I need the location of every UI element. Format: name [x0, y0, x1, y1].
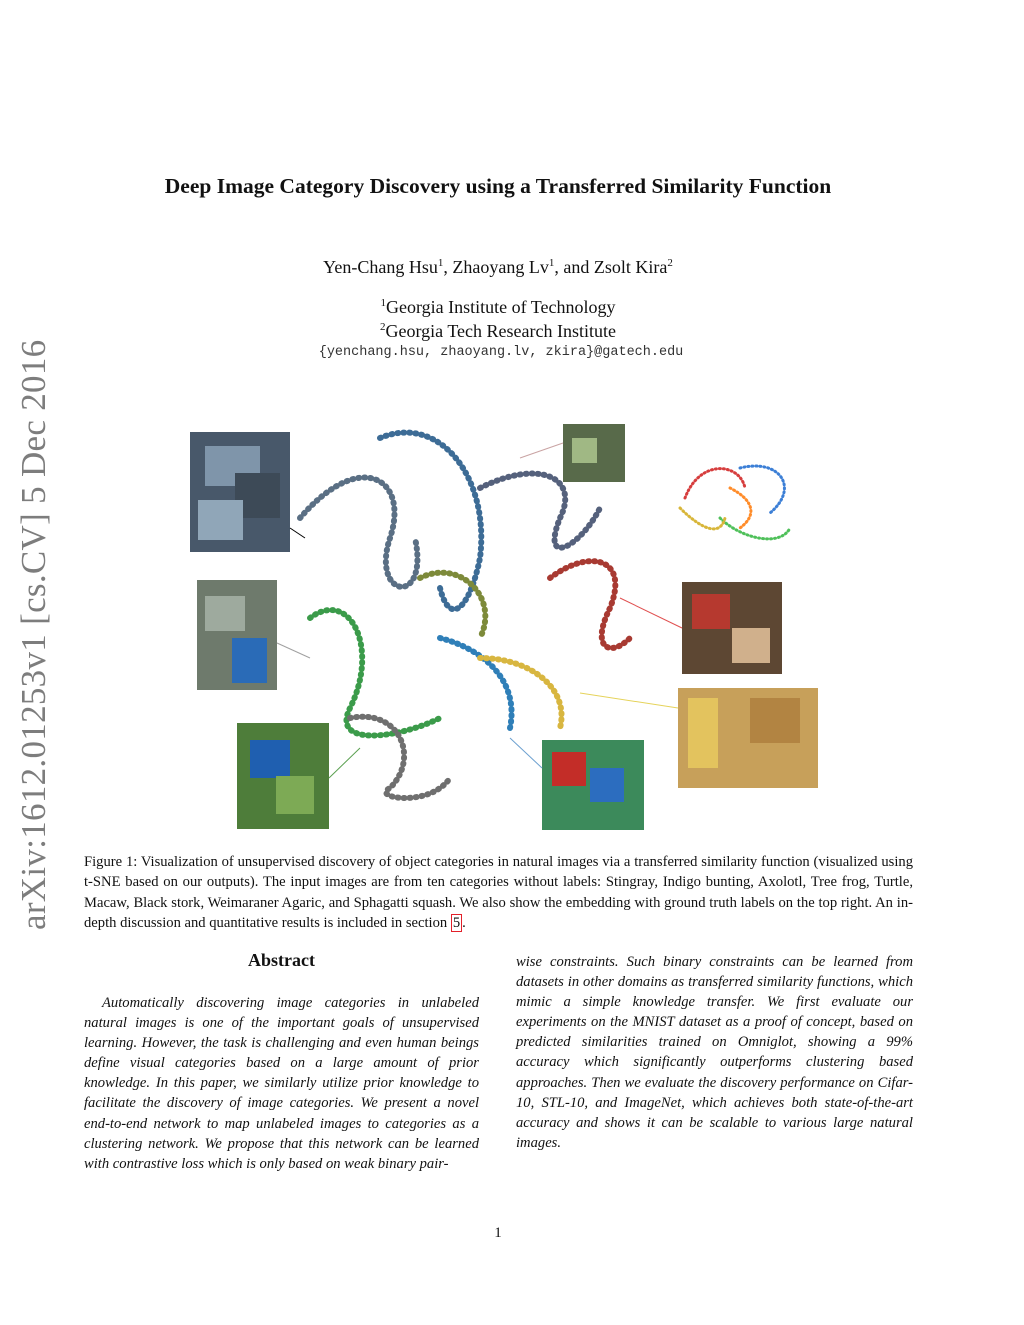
section-reference-link[interactable]: 5: [452, 914, 461, 931]
author-separator: ,: [443, 257, 453, 277]
affiliation-name: Georgia Tech Research Institute: [385, 321, 616, 341]
image-thumbnail-cluster-agaric: [682, 582, 782, 674]
page-number: 1: [494, 1225, 502, 1241]
image-thumbnail-cluster-frog: [563, 424, 625, 482]
image-thumbnail-cluster-macaw: [542, 740, 644, 830]
author-name: Zsolt Kira: [593, 257, 668, 277]
image-thumbnail-cluster-stork: [197, 580, 277, 690]
author-emails: {yenchang.hsu, zhaoyang.lv, zkira}@gatech.edu: [318, 345, 684, 360]
tsne-visualization: [180, 418, 840, 838]
abstract-left-column: Automatically discovering image categories in unlabeled natural images is one of the important goals of unsupervised learning. However, the task is challenging and even human beings define visual categories based on a large amount of prior knowledge. In this paper, we similarly utilize prior knowledge to facilitate the discovery of image categories. We present a novel end-to-end network to map unlabeled images to categories as a clustering network. We propose that this network can be learned with contrastive loss which is only based on weak binary pair-: [84, 995, 479, 1172]
tsne-figure: [180, 418, 840, 838]
image-thumbnail-cluster-stingray: [190, 432, 290, 552]
ground-truth-embedding-inset: [680, 466, 790, 539]
image-thumbnail-cluster-bunting: [237, 723, 329, 829]
affiliation-mark: 1: [380, 297, 386, 309]
paper-title: Deep Image Category Discovery using a Transferred Similarity Function: [164, 174, 832, 198]
affiliation-name: Georgia Institute of Technology: [385, 297, 616, 317]
author-name: Yen-Chang Hsu: [323, 257, 438, 277]
image-thumbnail-cluster-squash: [678, 688, 818, 788]
author-name: Zhaoyang Lv: [452, 257, 549, 277]
author-affiliation-mark: 2: [667, 257, 673, 269]
figure-caption-text: Figure 1: Visualization of unsupervised discovery of object categories in natural images via a transferred similarity function (visualized using t-SNE based on our outputs). The input images are from ten categories without labels: Stingray, Indigo bunting, Axolotl, Tree frog, Turtle, Macaw, Black stork, Weimaraner Agaric, and Sphagatti squash. We also show the embedding with ground truth labels on the top right. An in-depth discussion and quantitative results is included in section: [84, 854, 913, 931]
affiliation: [0, 321, 996, 342]
author-affiliation-mark: 1: [548, 257, 555, 269]
author-separator: , and: [554, 257, 594, 277]
abstract-right-column: wise constraints. Such binary constraints can be learned from datasets in other domains as transferred similarity functions, which mimic a simple knowledge transfer. We first evaluate our experiments on the MNIST dataset as a proof of concept, based on predicted similarities trained on Omniglot, showing a 99% accuracy which significantly outperforms clustering based approaches. Then we evaluate the discovery performance on Cifar-10, STL-10, and ImageNet, which achieves both state-of-the-art accuracy and shows it can be scalable to various large natural images.: [516, 954, 913, 1151]
affiliation-mark: 2: [380, 321, 386, 333]
abstract-heading: Abstract: [248, 950, 315, 970]
author-affiliation-mark: 1: [437, 257, 444, 269]
arxiv-identifier: arXiv:1612.01253v1 [cs.CV] 5 Dec 2016: [14, 339, 53, 930]
figure-caption-end: .: [462, 914, 466, 931]
affiliation: [0, 297, 996, 318]
figure-caption: [84, 852, 913, 933]
author-list: [0, 257, 996, 278]
